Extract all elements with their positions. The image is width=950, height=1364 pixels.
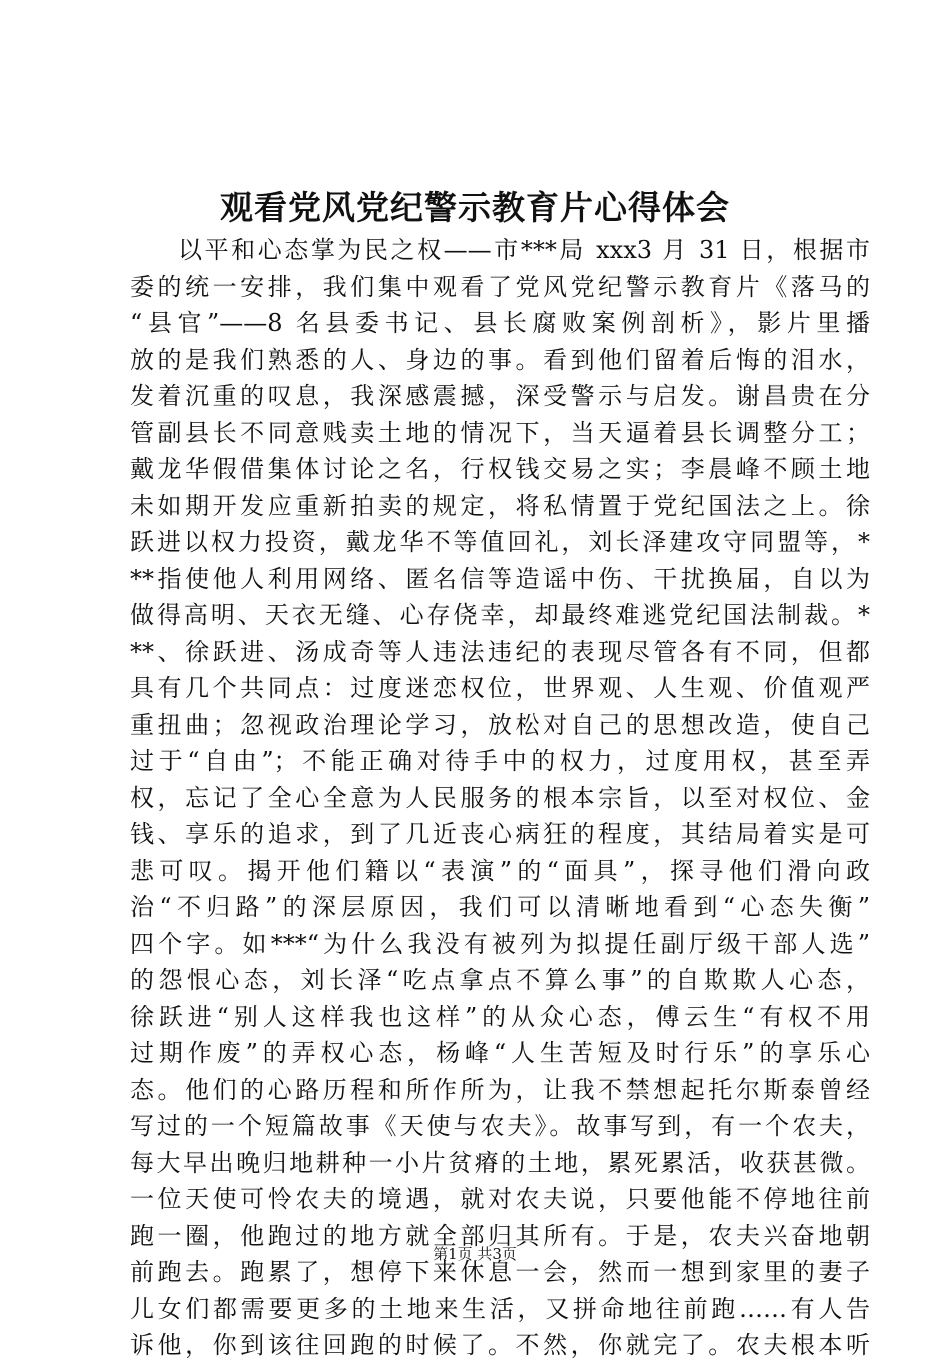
- body-line: 诉他，你到该往回跑的时候了。不然，你就完了。农夫根本听: [130, 1331, 870, 1359]
- body-line: 徐跃进“别人这样我也这样”的从众心态，傅云生“有权不用: [130, 1002, 870, 1031]
- body-line: 权，忘记了全心全意为人民服务的根本宗旨，以至对权位、金: [130, 783, 870, 812]
- document-body: [130, 232, 870, 1364]
- body-line: 态。他们的心路历程和所作所为，让我不禁想起托尔斯泰曾经: [130, 1075, 870, 1104]
- body-line: 过期作废”的弄权心态，杨峰“人生苦短及时行乐”的享乐心: [130, 1039, 870, 1067]
- body-line: “县官”——8 名县委书记、县长腐败案例剖析》，影片里播: [130, 309, 870, 337]
- body-line: 儿女们都需要更多的土地来生活，又拼命地往前跑……有人告: [130, 1294, 870, 1323]
- body-line: 过于“自由”；不能正确对待手中的权力，过度用权，甚至弄: [130, 747, 870, 775]
- body-line: 跑一圈，他跑过的地方就全部归其所有。于是，农夫兴奋地朝: [130, 1221, 870, 1250]
- body-line: 以平和心态掌为民之权——市***局 xxx3 月 31 日，根据市: [178, 236, 870, 264]
- body-line: 未如期开发应重新拍卖的规定，将私情置于党纪国法之上。徐: [130, 491, 870, 520]
- document-title: 观看党风党纪警示教育片心得体会: [220, 188, 730, 227]
- body-line: 放的是我们熟悉的人、身边的事。看到他们留着后悔的泪水，: [130, 345, 870, 374]
- body-line: 委的统一安排，我们集中观看了党风党纪警示教育片《落马的: [130, 272, 870, 301]
- body-line: 跃进以权力投资，戴龙华不等值回礼，刘长泽建攻守同盟等，*: [130, 528, 870, 556]
- body-line: 具有几个共同点：过度迷恋权位，世界观、人生观、价值观严: [130, 674, 870, 702]
- body-line: 钱、享乐的追求，到了几近丧心病狂的程度，其结局着实是可: [130, 820, 870, 848]
- body-line: 每大早出晚归地耕种一小片贫瘠的土地，累死累活，收获甚微。: [130, 1148, 870, 1177]
- body-line: 管副县长不同意贱卖土地的情况下，当天逼着县长调整分工；: [130, 418, 870, 447]
- page-number-footer: 第1页 共3页: [433, 1245, 517, 1263]
- body-line: 戴龙华假借集体讨论之名，行权钱交易之实；李晨峰不顾土地: [130, 455, 870, 483]
- body-line: 重扭曲；忽视政治理论学习，放松对自己的思想改造，使自己: [130, 710, 870, 739]
- body-line: 治“不归路”的深层原因，我们可以清晰地看到“心态失衡”: [130, 893, 870, 921]
- body-line: **、徐跃进、汤成奇等人违法违纪的表现尽管各有不同，但都: [130, 637, 870, 666]
- body-line: 一位天使可怜农夫的境遇，就对农夫说，只要他能不停地往前: [130, 1185, 870, 1213]
- body-line: 四个字。如***“为什么我没有被列为拟提任副厅级干部人选”: [130, 929, 870, 958]
- body-line: 的怨恨心态，刘长泽“吃点拿点不算么事”的自欺欺人心态，: [130, 966, 870, 994]
- body-line: 前跑去。跑累了，想停下来休息一会，然而一想到家里的妻子: [130, 1258, 870, 1286]
- body-line: 发着沉重的叹息，我深感震撼，深受警示与启发。谢昌贵在分: [130, 382, 870, 410]
- body-line: 写过的一个短篇故事《天使与农夫》。故事写到，有一个农夫，: [130, 1112, 870, 1140]
- body-line: 悲可叹。揭开他们籍以“表演”的“面具”，探寻他们滑向政: [130, 856, 870, 885]
- body-line: **指使他人利用网络、匿名信等造谣中伤、干扰换届，自以为: [130, 564, 870, 593]
- body-line: 做得高明、天衣无缝、心存侥幸，却最终难逃党纪国法制裁。*: [130, 601, 870, 629]
